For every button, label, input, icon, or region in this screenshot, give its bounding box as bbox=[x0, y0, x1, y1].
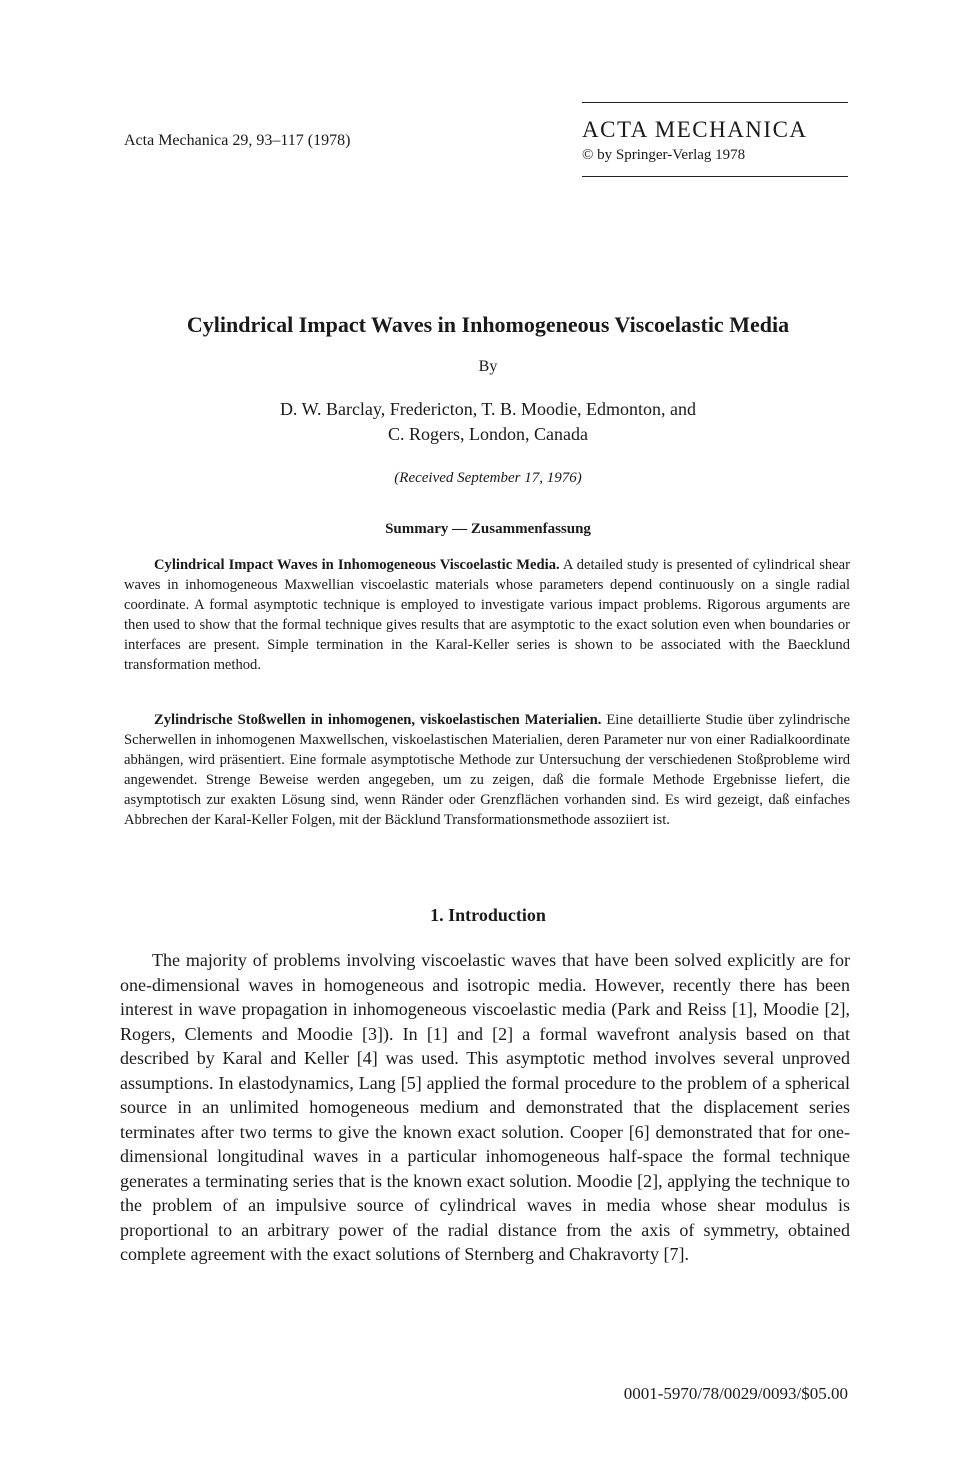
journal-name: ACTA MECHANICA bbox=[582, 117, 808, 142]
received-date: (Received September 17, 1976) bbox=[394, 470, 582, 486]
summary-heading: Summary — Zusammenfassung bbox=[385, 521, 591, 537]
masthead-bottom-rule bbox=[582, 176, 848, 177]
journal-masthead bbox=[582, 102, 848, 177]
abstract-english-lead: Cylindrical Impact Waves in Inhomogeneous Viscoelastic Media. bbox=[154, 557, 560, 573]
authors-line-2: C. Rogers, London, Canada bbox=[388, 424, 588, 444]
copyright-notice: © by Springer-Verlag 1978 bbox=[582, 147, 746, 163]
masthead-top-rule bbox=[582, 102, 848, 103]
abstract-english-text: A detailed study is presented of cylindrical shear waves in inhomogeneous Maxwellian viscoelastic materials whose parameters depend continuously on a single radial coordinate. A formal asymptotic technique is employed to investigate various impact problems. Rigorous arguments are then used to show that the formal technique gives results that are asymptotic to the exact solution even when boundaries or interfaces are present. Simple termination in the Karal-Keller series is shown to be associated with the Baecklund transformation method. bbox=[124, 557, 850, 673]
introduction-paragraph: The majority of problems involving viscoelastic waves that have been solved explicitly are for one-dimensional waves in homogeneous and isotropic media. However, recently there has been interest in wave propagation in inhomogeneous viscoelastic media (Park and Reiss [1], Moodie [2], Rogers, Clements and Moodie [3]). In [1] and [2] a formal wavefront analysis based on that described by Karal and Keller [4] was used. This asymptotic method involves several unproved assumptions. In elastodynamics, Lang [5] applied the formal procedure to the problem of a spherical source in an unlimited homogeneous medium and demonstrated that the displacement series terminates after two terms to give the known exact solution. Cooper [6] demonstrated that for one-dimensional longitudinal waves in a particular inhomogeneous half-space the formal technique generates a terminating series that is the known exact solution. Moodie [2], applying the technique to the problem of an impulsive source of cylindrical waves in media whose shear modulus is proportional to an arbitrary power of the radial distance from the axis of symmetry, obtained complete agreement with the exact solutions of Sternberg and Chakravorty [7]. bbox=[120, 950, 850, 1264]
authors-block bbox=[0, 397, 976, 447]
introduction-body bbox=[120, 948, 850, 1267]
article-title: Cylindrical Impact Waves in Inhomogeneous Viscoelastic Media bbox=[186, 312, 790, 337]
journal-reference: Acta Mechanica 29, 93–117 (1978) bbox=[124, 132, 351, 149]
introduction-heading: 1. Introduction bbox=[430, 905, 546, 925]
abstract-german bbox=[124, 710, 850, 830]
abstract-english bbox=[124, 555, 850, 675]
authors-line-1: D. W. Barclay, Fredericton, T. B. Moodie, Edmonton, and bbox=[279, 399, 697, 419]
abstract-german-text: Eine detaillierte Studie über zylindrische Scherwellen in inhomogenen Maxwellschen, viskoelastischen Materialien, deren Parameter nur von einer Radialkoordinate abhängen, wird präsentiert. Eine formale asymptotische Methode zur Untersuchung der verschiedenen Stoßprobleme wird angewendet. Strenge Beweise werden angegeben, um zu zeigen, daß die formale Methode Ergebnisse liefert, die asymptotisch zur exakten Lösung sind, wenn Ränder oder Grenzflächen vorhanden sind. Es wird gezeigt, daß einfaches Abbrechen der Karal-Keller Folgen, mit der Bäcklund Transformationsmethode assoziiert ist. bbox=[124, 712, 851, 828]
abstract-german-paragraph bbox=[124, 710, 850, 830]
abstract-english-paragraph bbox=[124, 555, 850, 675]
by-line: By bbox=[478, 358, 498, 375]
footer-price-code: 0001-5970/78/0029/0093/$05.00 bbox=[623, 1384, 848, 1403]
abstract-german-lead: Zylindrische Stoßwellen in inhomogenen, viskoelastischen Materialien. bbox=[154, 712, 602, 728]
